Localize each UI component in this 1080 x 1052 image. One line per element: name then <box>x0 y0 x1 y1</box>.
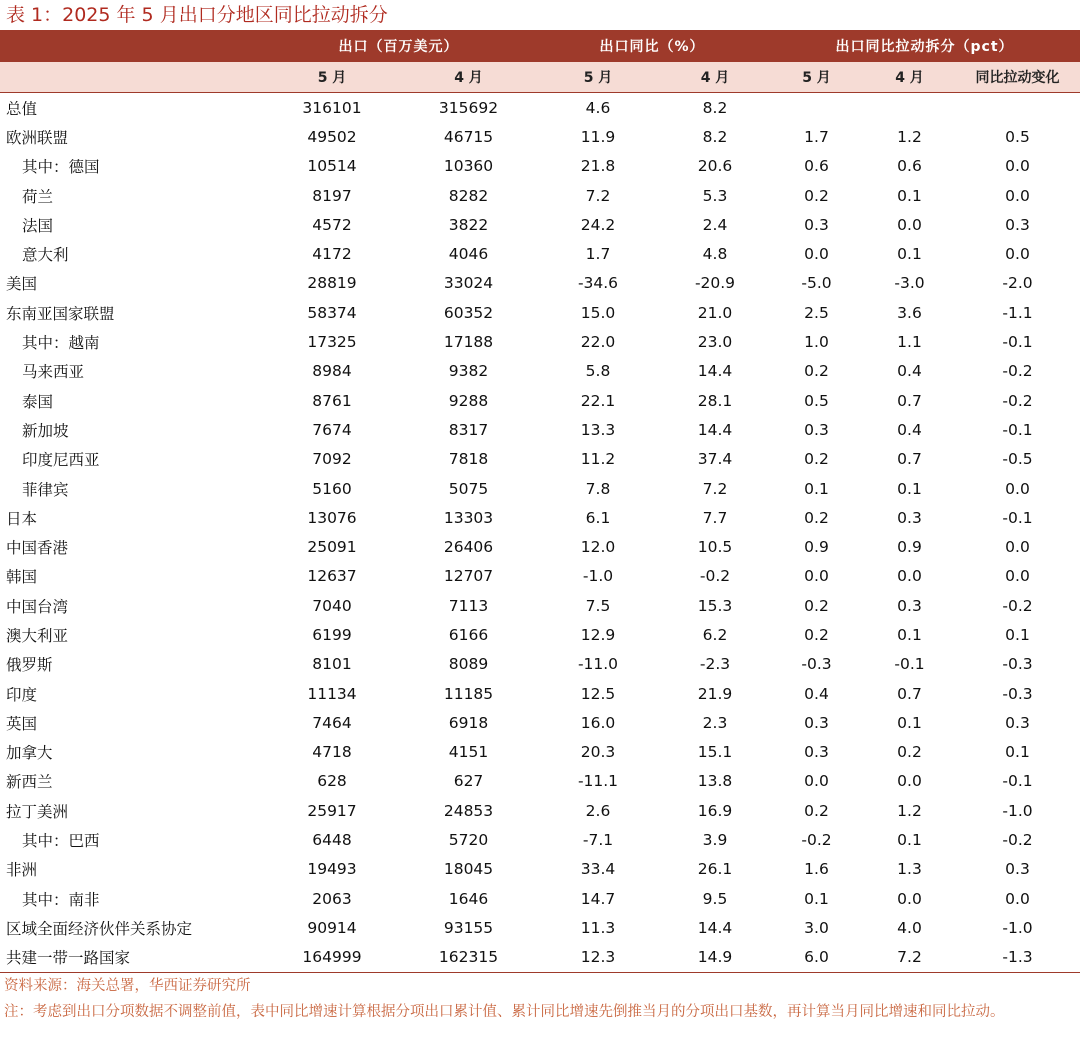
table-cell: 11.9 <box>580 127 616 146</box>
table-cell: 33.4 <box>580 860 616 879</box>
table-cell: 0.7 <box>897 450 922 469</box>
table-cell: 1.2 <box>897 127 922 146</box>
table-cell: 1.7 <box>585 245 611 264</box>
header-sub: 5 月 <box>535 62 661 93</box>
table-cell: 8761 <box>312 391 352 410</box>
table-cell: 0.3 <box>804 215 829 234</box>
table-cell: 15.1 <box>697 743 733 762</box>
table-cell: 60352 <box>443 303 494 322</box>
table-cell: 19493 <box>307 860 357 879</box>
table-row <box>0 503 1080 532</box>
table-cell: 10.5 <box>697 538 733 557</box>
table-cell: 26.1 <box>697 860 733 879</box>
table-cell: 14.9 <box>661 943 769 973</box>
table-cell: -0.2 <box>1002 831 1033 850</box>
table-cell: 11.3 <box>580 918 616 937</box>
table-cell: 5160 <box>312 479 352 498</box>
table-row <box>0 445 1080 474</box>
table-cell: -1.0 <box>1002 918 1033 937</box>
table-cell: 17188 <box>443 333 494 352</box>
table-cell: 1.7 <box>804 127 829 146</box>
table-cell <box>864 93 955 123</box>
table-cell: 627 <box>453 772 484 791</box>
table-cell: 0.1 <box>1005 743 1030 762</box>
table-cell: 23.0 <box>697 333 733 352</box>
table-cell: 7.5 <box>585 596 611 615</box>
table-cell: 13303 <box>443 508 494 527</box>
table-cell: 18045 <box>443 860 494 879</box>
table-cell: 0.3 <box>804 420 829 439</box>
table-cell: 0.9 <box>804 538 829 557</box>
table-cell: 0.2 <box>897 743 922 762</box>
region-name: 区域全面经济伙伴关系协定 <box>6 919 193 938</box>
export-table <box>0 30 1080 973</box>
table-cell: 4572 <box>312 215 352 234</box>
table-cell: 20.3 <box>580 743 616 762</box>
table-cell: 7818 <box>448 450 489 469</box>
table-cell: 0.0 <box>804 567 829 586</box>
table-cell: 0.1 <box>897 186 922 205</box>
table-cell: 0.0 <box>1005 567 1030 586</box>
table-cell: 4.8 <box>702 245 728 264</box>
table-cell: 12.0 <box>580 538 616 557</box>
region-name: 法国 <box>22 216 54 235</box>
region-name: 其中：巴西 <box>22 832 100 851</box>
table-cell: 0.7 <box>897 684 922 703</box>
table-cell: 21.0 <box>697 303 733 322</box>
table-cell: 4172 <box>312 245 352 264</box>
table-row <box>0 298 1080 327</box>
table-row <box>0 650 1080 679</box>
table-cell: 0.1 <box>804 889 829 908</box>
table-cell: -2.0 <box>1002 274 1033 293</box>
region-name: 澳大利亚 <box>6 626 69 645</box>
table-cell: 0.6 <box>804 157 829 176</box>
table-cell: 6448 <box>312 831 352 850</box>
table-cell: 0.3 <box>804 743 829 762</box>
table-row <box>0 767 1080 796</box>
table-row <box>0 825 1080 854</box>
table-cell: 5720 <box>448 831 489 850</box>
table-cell: -7.1 <box>582 831 614 850</box>
table-cell: 28819 <box>307 274 357 293</box>
region-name: 新加坡 <box>22 421 69 440</box>
table-cell: 22.0 <box>580 333 616 352</box>
table-cell <box>769 93 864 123</box>
table-cell: -2.3 <box>699 655 731 674</box>
table-cell: 20.6 <box>697 157 733 176</box>
table-row <box>0 562 1080 591</box>
region-name: 马来西亚 <box>22 363 85 382</box>
table-cell: -5.0 <box>801 274 832 293</box>
region-name: 印度 <box>6 685 38 704</box>
table-cell: 0.1 <box>897 713 922 732</box>
table-cell: 3.0 <box>804 918 829 937</box>
table-cell: 0.3 <box>897 596 922 615</box>
table-row <box>0 152 1080 181</box>
table-cell: 0.1 <box>897 479 922 498</box>
table-cell: 11134 <box>307 684 357 703</box>
table-cell: 11185 <box>443 684 494 703</box>
table-cell: 2063 <box>312 889 352 908</box>
source-note: 资料来源：海关总署，华西证券研究所 <box>4 977 251 994</box>
table-cell: -0.2 <box>801 831 832 850</box>
table-cell: 6918 <box>448 713 489 732</box>
table-cell: 8089 <box>448 655 489 674</box>
table-cell: 8101 <box>312 655 352 674</box>
table-cell: -0.1 <box>894 655 925 674</box>
table-row <box>0 210 1080 239</box>
region-name: 中国香港 <box>6 539 69 558</box>
table-cell: 12.9 <box>580 625 616 644</box>
table-cell: 22.1 <box>580 391 616 410</box>
header-sub: 5 月 <box>262 62 402 93</box>
table-cell: -0.5 <box>1002 450 1033 469</box>
table-cell: 0.0 <box>1005 479 1030 498</box>
table-row <box>0 181 1080 210</box>
region-name: 英国 <box>6 714 38 733</box>
table-row <box>0 122 1080 151</box>
table-cell: -3.0 <box>894 274 925 293</box>
table-cell: 15.0 <box>580 303 616 322</box>
region-name: 共建一带一路国家 <box>0 943 262 973</box>
table-cell: -0.3 <box>1002 655 1033 674</box>
table-cell: 14.4 <box>697 362 733 381</box>
table-cell: 0.4 <box>804 684 829 703</box>
table-cell: 7.2 <box>702 479 728 498</box>
table-cell: 24.2 <box>580 215 616 234</box>
table-row <box>0 855 1080 884</box>
table-cell: 7.7 <box>702 508 728 527</box>
table-cell: 93155 <box>443 918 494 937</box>
table-cell: 0.1 <box>1005 625 1030 644</box>
region-name: 总值 <box>6 99 38 118</box>
region-name: 其中：南非 <box>22 890 100 909</box>
table-cell: -11.0 <box>577 655 619 674</box>
table-cell: 4151 <box>448 743 489 762</box>
table-row <box>0 796 1080 825</box>
header-corner <box>0 30 262 62</box>
header-group-export: 出口（百万美元） <box>262 30 535 62</box>
table-cell: 8984 <box>312 362 352 381</box>
table-cell: 0.0 <box>1005 889 1030 908</box>
table-cell: 2.4 <box>702 215 728 234</box>
region-name: 意大利 <box>22 246 69 265</box>
table-cell: 6.2 <box>702 625 728 644</box>
table-cell: 0.1 <box>897 625 922 644</box>
region-name: 非洲 <box>6 861 38 880</box>
table-cell: 16.9 <box>697 801 733 820</box>
table-cell: 0.1 <box>804 479 829 498</box>
table-row <box>0 738 1080 767</box>
table-cell: -1.1 <box>1002 303 1033 322</box>
region-name: 印度尼西亚 <box>22 451 100 470</box>
footer <box>0 973 1080 1025</box>
table-cell: 9382 <box>448 362 489 381</box>
table-cell: 14.4 <box>697 918 733 937</box>
table-cell: -0.1 <box>1002 772 1033 791</box>
table-cell: -0.2 <box>1002 391 1033 410</box>
table-cell: 21.9 <box>697 684 733 703</box>
table-cell: 162315 <box>402 943 535 973</box>
table-cell: 0.5 <box>1005 127 1030 146</box>
region-name: 菲律宾 <box>22 480 69 499</box>
table-cell: 0.7 <box>897 391 922 410</box>
table-cell: 7092 <box>312 450 352 469</box>
table-cell: 0.1 <box>897 831 922 850</box>
table-row <box>0 620 1080 649</box>
table-cell: 0.2 <box>804 450 829 469</box>
region-name: 其中：德国 <box>22 158 100 177</box>
table-cell: 0.3 <box>1005 860 1030 879</box>
table-cell: -0.2 <box>1002 362 1033 381</box>
table-cell: 6166 <box>448 625 489 644</box>
table-row <box>0 269 1080 298</box>
table-cell: 0.2 <box>804 625 829 644</box>
table-row <box>0 679 1080 708</box>
table-row <box>0 884 1080 913</box>
table-cell: 0.1 <box>897 245 922 264</box>
header-sub: 5 月 <box>769 62 864 93</box>
table-cell: 28.1 <box>697 391 733 410</box>
table-row <box>0 386 1080 415</box>
table-row <box>0 943 1080 973</box>
table-cell: 25091 <box>307 538 357 557</box>
table-cell: 3.9 <box>702 831 728 850</box>
table-row <box>0 415 1080 444</box>
table-title: 表 1：2025 年 5 月出口分地区同比拉动拆分 <box>6 4 388 26</box>
region-name: 韩国 <box>6 568 38 587</box>
table-cell: 0.3 <box>804 713 829 732</box>
table-cell: 7.8 <box>585 479 611 498</box>
table-cell: 1.0 <box>804 333 829 352</box>
table-cell: -1.0 <box>1002 801 1033 820</box>
table-cell: 1.3 <box>897 860 922 879</box>
header-sub: 4 月 <box>864 62 955 93</box>
region-name: 欧洲联盟 <box>6 128 69 147</box>
header-group-yoy: 出口同比（%） <box>535 30 769 62</box>
table-cell: 0.9 <box>897 538 922 557</box>
table-cell: 0.6 <box>897 157 922 176</box>
region-name: 加拿大 <box>6 744 53 763</box>
table-cell: -0.1 <box>1002 333 1033 352</box>
header-sub: 4 月 <box>661 62 769 93</box>
table-cell: -1.3 <box>955 943 1080 973</box>
table-cell: 58374 <box>307 303 357 322</box>
table-cell: 9288 <box>448 391 489 410</box>
header-sub-row <box>0 62 1080 93</box>
table-cell: -1.0 <box>582 567 614 586</box>
table-cell: -11.1 <box>577 772 619 791</box>
table-cell: 1.2 <box>897 801 922 820</box>
table-cell: 0.2 <box>804 801 829 820</box>
header-sub: 同比拉动变化 <box>955 62 1080 93</box>
table-cell: 17325 <box>307 333 357 352</box>
method-note: 注：考虑到出口分项数据不调整前值，表中同比增速计算根据分项出口累计值、累计同比增速先倒推当月的分项出口基数，再计算当月同比增速和同比拉动。 <box>4 1003 1005 1020</box>
table-cell: 1.1 <box>897 333 922 352</box>
region-name: 拉丁美洲 <box>6 802 69 821</box>
table-cell: 4046 <box>448 245 489 264</box>
table-cell: 8.2 <box>702 98 728 117</box>
header-sub-corner <box>0 62 262 93</box>
table-cell: 16.0 <box>580 713 616 732</box>
table-cell: 0.0 <box>897 567 922 586</box>
table-cell: 0.0 <box>1005 186 1030 205</box>
table-cell: 6.1 <box>585 508 611 527</box>
table-cell: 628 <box>317 772 347 791</box>
table-cell: 0.4 <box>897 420 922 439</box>
region-name: 日本 <box>6 509 38 528</box>
table-cell: 12.5 <box>580 684 616 703</box>
table-cell: 0.0 <box>804 245 829 264</box>
table-cell: 10360 <box>443 157 494 176</box>
table-cell: 3822 <box>448 215 489 234</box>
header-group-contribution: 出口同比拉动拆分（pct） <box>769 30 1080 62</box>
table-cell: 316101 <box>302 98 362 117</box>
table-cell: 8.2 <box>702 127 728 146</box>
region-name: 美国 <box>6 275 38 294</box>
table-cell: 0.3 <box>897 508 922 527</box>
table-cell: 0.3 <box>1005 215 1030 234</box>
table-cell: -0.1 <box>1002 508 1033 527</box>
table-row <box>0 239 1080 268</box>
table-cell: 37.4 <box>697 450 733 469</box>
table-cell: 0.0 <box>1005 538 1030 557</box>
table-cell: 7040 <box>312 596 352 615</box>
table-cell: 7674 <box>312 420 352 439</box>
table-cell: 14.7 <box>580 889 616 908</box>
table-cell: 0.4 <box>897 362 922 381</box>
table-row <box>0 93 1080 123</box>
table-cell: 0.0 <box>897 772 922 791</box>
region-name: 东南亚国家联盟 <box>6 304 115 323</box>
table-cell: 0.2 <box>804 186 829 205</box>
table-cell: 1.6 <box>804 860 829 879</box>
table-cell: 1646 <box>448 889 489 908</box>
table-cell: 10514 <box>307 157 357 176</box>
region-name: 泰国 <box>22 392 54 411</box>
region-name: 俄罗斯 <box>6 656 53 675</box>
table-cell: 26406 <box>443 538 494 557</box>
table-cell: 315692 <box>438 98 499 117</box>
table-cell: 4718 <box>312 743 352 762</box>
table-body <box>0 93 1080 973</box>
table-cell: -34.6 <box>577 274 619 293</box>
table-cell: 0.2 <box>804 362 829 381</box>
table-cell: 46715 <box>443 127 494 146</box>
table-cell: 0.2 <box>804 508 829 527</box>
table-cell: 0.0 <box>897 215 922 234</box>
header-sub: 4 月 <box>402 62 535 93</box>
table-cell: 0.2 <box>804 596 829 615</box>
table-cell: 3.6 <box>897 303 922 322</box>
table-cell: 6199 <box>312 625 352 644</box>
table-row <box>0 357 1080 386</box>
region-name: 荷兰 <box>22 187 54 206</box>
table-cell: 24853 <box>443 801 494 820</box>
table-cell: 7464 <box>312 713 352 732</box>
table-cell: 25917 <box>307 801 357 820</box>
region-name: 新西兰 <box>6 773 53 792</box>
table-cell: 13.3 <box>580 420 616 439</box>
table-row <box>0 708 1080 737</box>
table-row <box>0 913 1080 942</box>
table-cell: 4.0 <box>897 918 922 937</box>
table-cell: 6.0 <box>769 943 864 973</box>
table-cell: 9.5 <box>702 889 728 908</box>
table-cell: 5.8 <box>585 362 611 381</box>
table-cell: 164999 <box>262 943 402 973</box>
table-cell: 0.0 <box>897 889 922 908</box>
table-cell: 12637 <box>307 567 357 586</box>
table-cell: 4.6 <box>585 98 611 117</box>
table-row <box>0 474 1080 503</box>
table-row <box>0 591 1080 620</box>
table-cell: 7113 <box>448 596 489 615</box>
region-name: 其中：越南 <box>22 334 100 353</box>
table-cell: 33024 <box>443 274 494 293</box>
table-cell: 7.2 <box>585 186 611 205</box>
table-cell: 0.0 <box>1005 157 1030 176</box>
table-cell: 11.2 <box>580 450 616 469</box>
table-row <box>0 327 1080 356</box>
table-cell: 49502 <box>307 127 357 146</box>
table-cell: 0.0 <box>804 772 829 791</box>
table-cell: 12.3 <box>535 943 661 973</box>
table-cell: -0.3 <box>801 655 832 674</box>
table-cell: 8282 <box>448 186 489 205</box>
table-cell: 90914 <box>307 918 357 937</box>
table-cell <box>955 93 1080 123</box>
table-cell: 2.3 <box>702 713 728 732</box>
table-cell: -0.1 <box>1002 420 1033 439</box>
table-cell: 0.0 <box>1005 245 1030 264</box>
table-cell: 5.3 <box>702 186 728 205</box>
table-cell: -0.2 <box>699 567 731 586</box>
table-cell: 2.5 <box>804 303 829 322</box>
table-cell: 2.6 <box>585 801 611 820</box>
table-cell: 13076 <box>307 508 357 527</box>
table-cell: -0.3 <box>1002 684 1033 703</box>
table-cell: 0.5 <box>804 391 829 410</box>
table-cell: 15.3 <box>697 596 733 615</box>
table-cell: -0.2 <box>1002 596 1033 615</box>
table-cell: 5075 <box>448 479 489 498</box>
table-cell: -20.9 <box>694 274 736 293</box>
table-cell: 0.3 <box>1005 713 1030 732</box>
table-cell: 8197 <box>312 186 352 205</box>
table-cell: 7.2 <box>864 943 955 973</box>
region-name: 中国台湾 <box>6 597 69 616</box>
table-cell: 12707 <box>443 567 494 586</box>
table-row <box>0 532 1080 561</box>
header-group-row <box>0 30 1080 62</box>
table-cell: 21.8 <box>580 157 616 176</box>
table-cell: 14.4 <box>697 420 733 439</box>
table-cell: 13.8 <box>697 772 733 791</box>
table-cell: 8317 <box>448 420 489 439</box>
